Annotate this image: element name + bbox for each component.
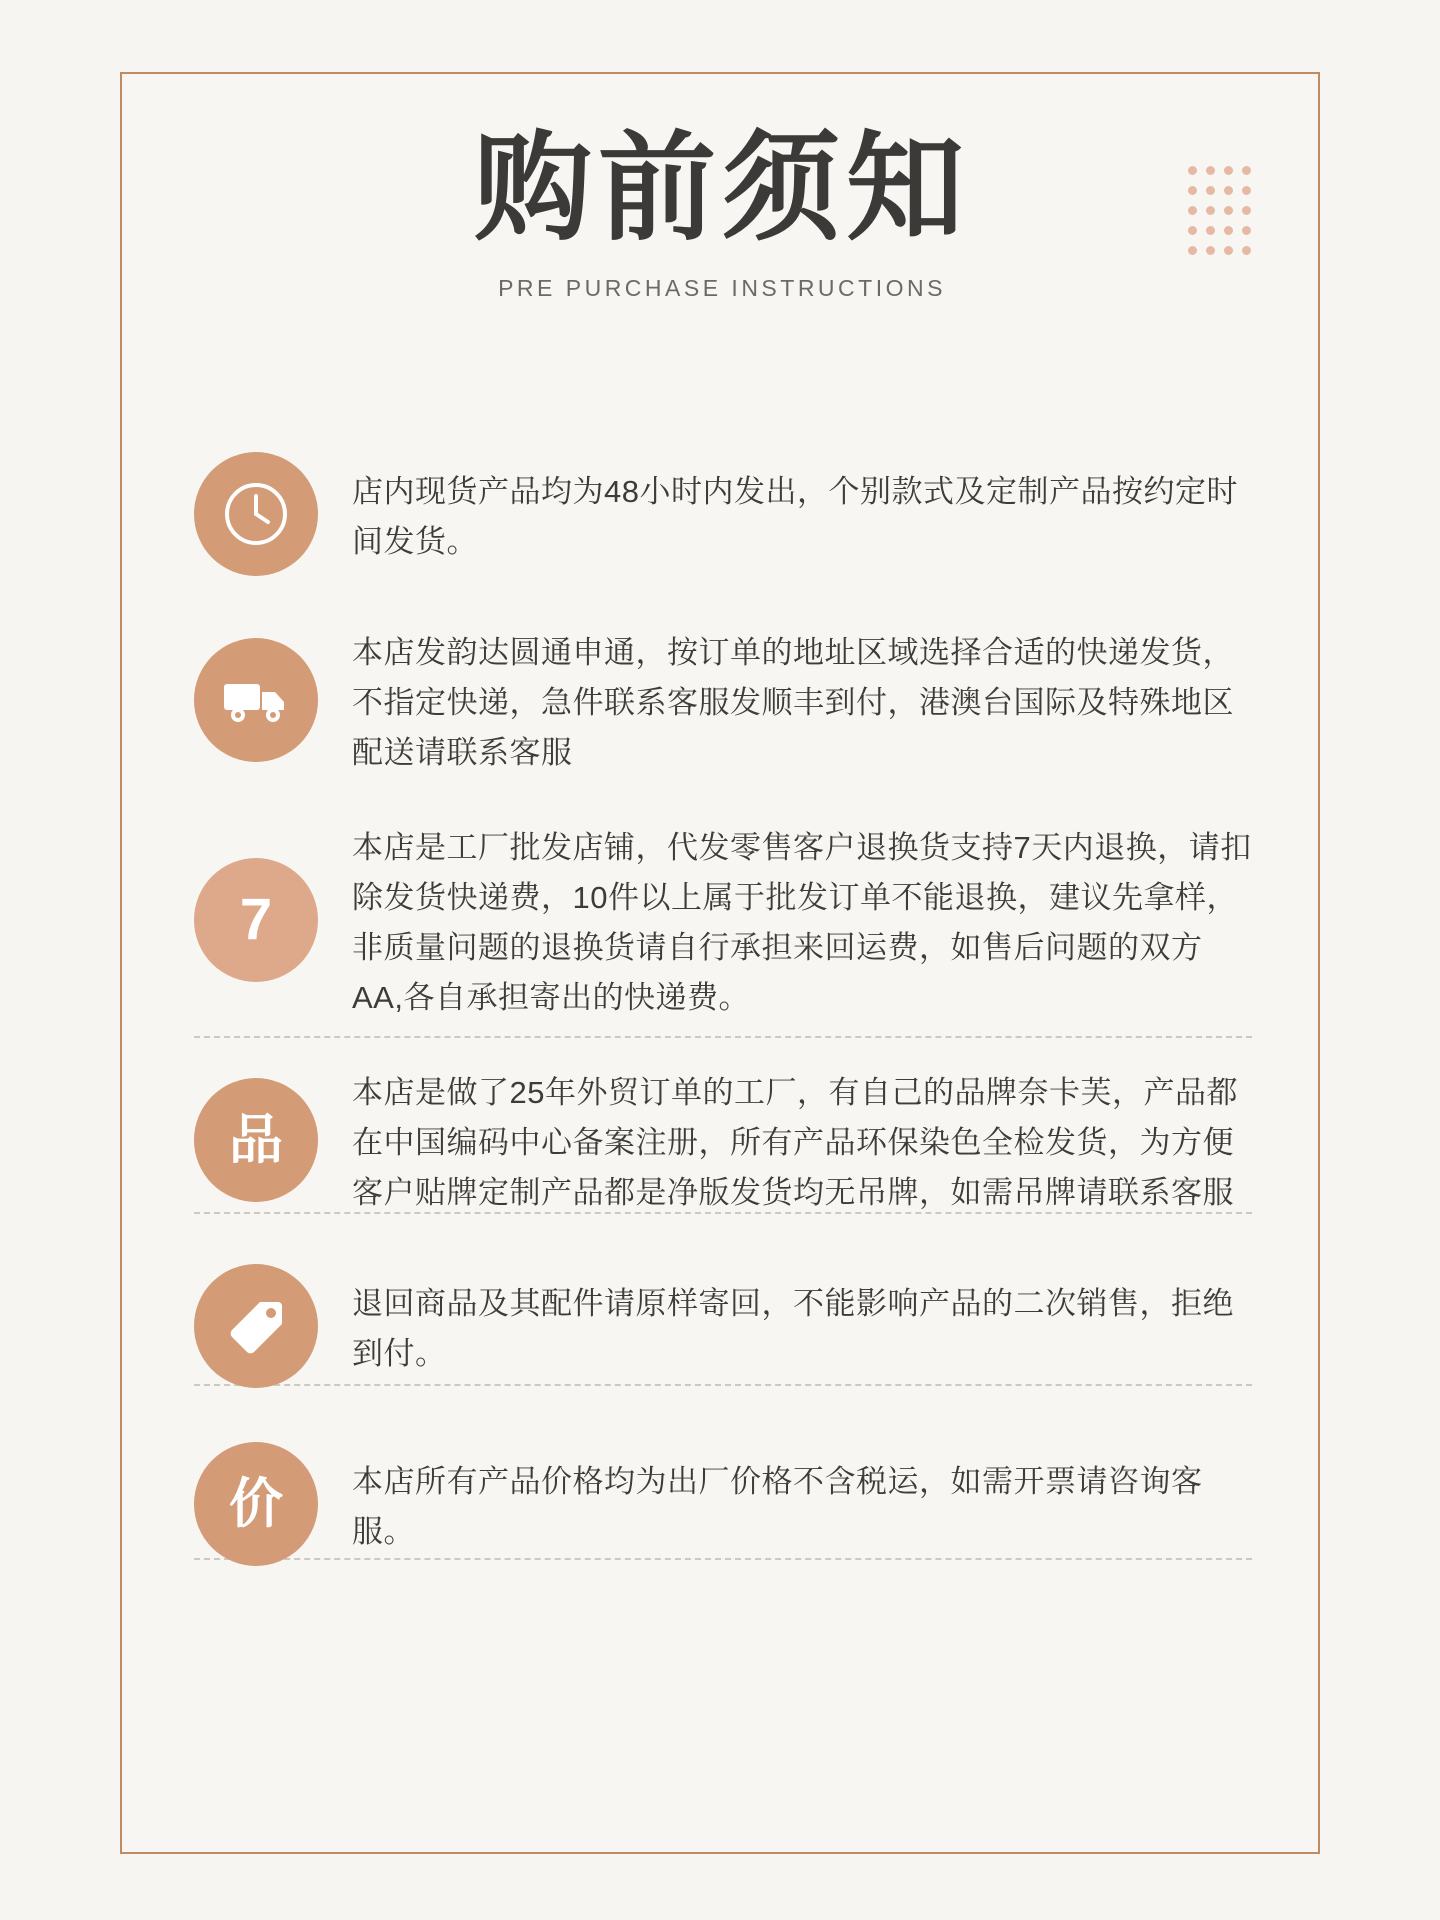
- list-item: [122, 1256, 1322, 1396]
- divider: [194, 1036, 1252, 1038]
- clock-badge: [194, 452, 318, 576]
- page-title: 购前须知: [473, 123, 970, 255]
- page-subtitle: PRE PURCHASE INSTRUCTIONS: [498, 275, 946, 302]
- poster-frame: [120, 72, 1320, 1854]
- return-badge: [194, 1264, 318, 1388]
- instruction-list: [122, 444, 1322, 1612]
- divider: [194, 1558, 1252, 1560]
- truck-icon: [218, 670, 294, 730]
- list-item-text: 退回商品及其配件请原样寄回，不能影响产品的二次销售，拒绝到付。: [352, 1285, 1234, 1372]
- list-item: [122, 817, 1322, 1024]
- poster-header: [122, 123, 1322, 302]
- list-item-text: 本店发韵达圆通申通，按订单的地址区域选择合适的快递发货，不指定快递，急件联系客服发顺丰到付，港澳台国际及特殊地区配送请联系客服: [352, 635, 1234, 771]
- price-character-icon: 价: [229, 1474, 283, 1535]
- list-item: [122, 1062, 1322, 1219]
- tag-icon: [220, 1290, 292, 1362]
- number-seven-icon: 7: [239, 887, 273, 953]
- divider: [194, 1384, 1252, 1386]
- list-item: [122, 1434, 1322, 1574]
- price-badge: [194, 1442, 318, 1566]
- list-item-text: 本店所有产品价格均为出厂价格不含税运，如需开票请咨询客服。: [352, 1463, 1203, 1550]
- list-item: [122, 622, 1322, 779]
- shipping-badge: [194, 638, 318, 762]
- list-item: [122, 444, 1322, 584]
- list-item-text: 本店是做了25年外贸订单的工厂，有自己的品牌奈卡芙，产品都在中国编码中心备案注册，所有产品环保染色全检发货，为方便客户贴牌定制产品都是净版发货均无吊牌，如需吊牌请联系客服: [352, 1074, 1238, 1210]
- list-item-text: 店内现货产品均为48小时内发出，个别款式及定制产品按约定时间发货。: [352, 473, 1238, 559]
- decorative-dot-grid: [1188, 166, 1260, 266]
- list-item-text: 本店是工厂批发店铺，代发零售客户退换货支持7天内退换，请扣除发货快递费，10件以上属于批发订单不能退换，建议先拿样，非质量问题的退换货请自行承担来回运费，如售后问题的双方AA,各自承担寄出的快递费。: [352, 829, 1252, 1016]
- brand-character-icon: 品: [229, 1109, 283, 1170]
- seven-days-badge: [194, 858, 318, 982]
- brand-badge: [194, 1078, 318, 1202]
- clock-icon: [219, 477, 293, 551]
